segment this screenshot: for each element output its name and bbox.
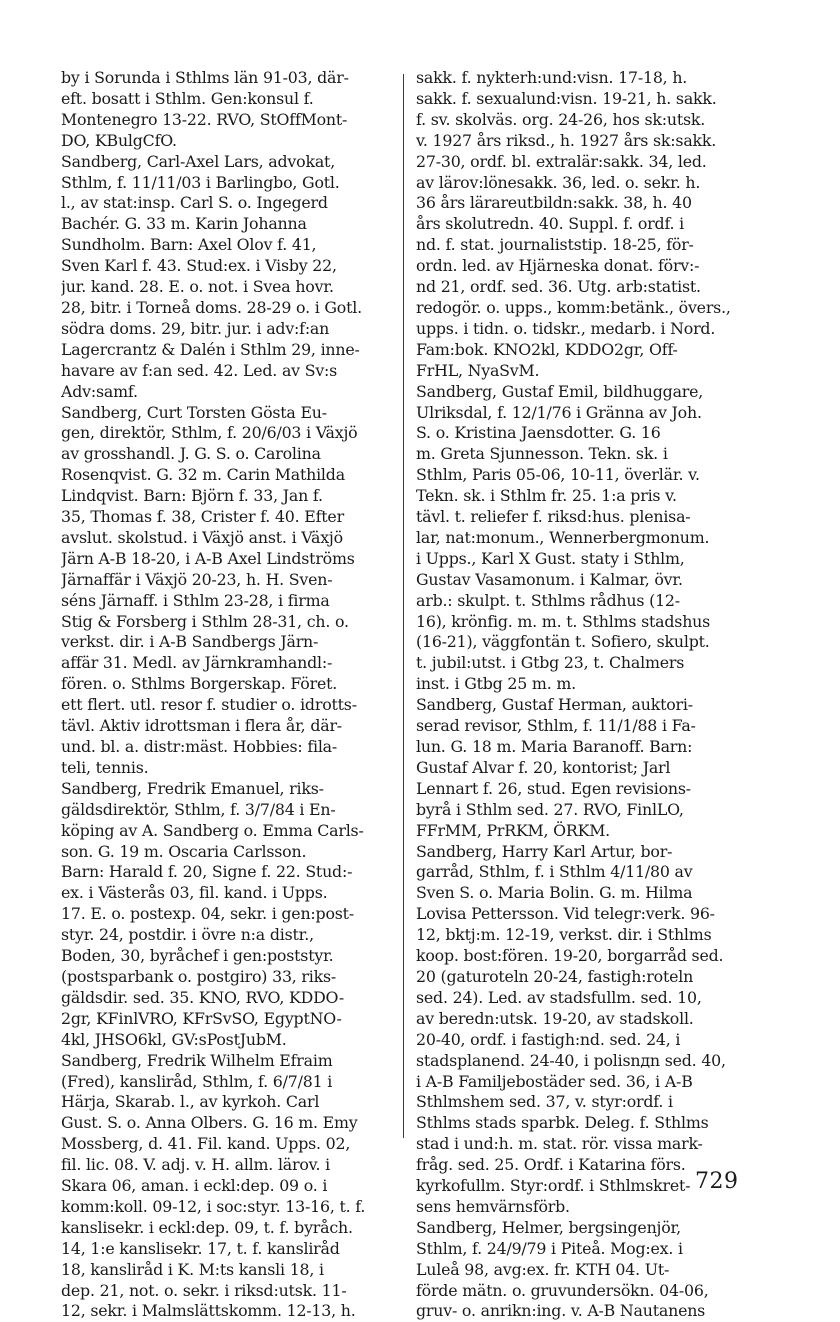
text-line: ex. i Västerås 03, fil. kand. i Upps. — [61, 883, 328, 903]
text-line: gen, direktör, Sthlm, f. 20/6/03 i Växjö — [61, 423, 358, 443]
text-line: Sandberg, Curt Torsten Gösta Eu- — [61, 402, 327, 422]
text-line: avslut. skolstud. i Växjö anst. i Växjö — [61, 527, 343, 547]
text-line: arb.: skulpt. t. Sthlms rådhus (12- — [416, 590, 680, 610]
text-line: Sthlmshem sed. 37, v. styr:ordf. i — [416, 1092, 673, 1112]
text-line: (16-21), väggfontän t. Sofiero, skulpt. — [416, 632, 710, 652]
text-line: Luleå 98, avg:ex. fr. KTH 04. Ut- — [416, 1259, 670, 1279]
text-line: 14, 1:e kanslisekr. 17, t. f. kanslіråd — [61, 1238, 340, 1258]
right-text-column — [416, 68, 742, 1322]
text-line: stadsplanend. 24-40, i polisnдn sed. 40, — [416, 1050, 726, 1070]
text-line: 17. E. o. postexp. 04, sekr. i gen:post- — [61, 904, 354, 924]
text-line: Ulriksdal, f. 12/1/76 i Gränna av Joh. — [416, 402, 702, 422]
text-line: Sthlm, f. 11/11/03 i Barlingbo, Gotl. — [61, 172, 340, 192]
text-line: Sandberg, Fredrik Wilhelm Efraim — [61, 1050, 333, 1070]
text-line: sakk. f. sexualund:visn. 19-21, h. sakk. — [416, 88, 717, 108]
text-line: Sthlm, Paris 05-06, 10-11, överlär. v. — [416, 465, 700, 485]
text-line: 12, bktj:m. 12-19, verkst. dir. i Sthlms — [416, 925, 712, 945]
text-line: son. G. 19 m. Oscaria Carlsson. — [61, 841, 307, 861]
text-line: havare av f:an sed. 42. Led. av Sv:s — [61, 360, 338, 380]
text-line: sens hemvärnsförb. — [416, 1196, 570, 1216]
text-line: Barn: Harald f. 20, Signe f. 22. Stud:- — [61, 862, 353, 882]
text-line: Sundholm. Barn: Axel Olov f. 41, — [61, 235, 317, 255]
text-line: (Fred), kanslіråd, Sthlm, f. 6/7/81 i — [61, 1071, 333, 1091]
text-line: 2gr, KFinlVRO, KFrSvSO, EgyptNO- — [61, 1008, 342, 1028]
text-line: séns Järnaff. i Sthlm 23-28, i firma — [61, 590, 330, 610]
text-line: 36 års lärareutbildn:sakk. 38, h. 40 — [416, 193, 692, 213]
text-line: Lennart f. 26, stud. Egen revisions- — [416, 778, 691, 798]
text-line: nd. f. stat. journaliststip. 18-25, för- — [416, 235, 694, 255]
text-line: verkst. dir. i A-B Sandbergs Järn- — [61, 632, 319, 652]
text-line: Sandberg, Carl-Axel Lars, advokat, — [61, 151, 336, 171]
text-line: 27-30, ordf. bl. extralär:sakk. 34, led. — [416, 151, 707, 171]
text-line: 12, sekr. i Malmslättskomm. 12-13, h. — [61, 1301, 356, 1321]
text-line: tävl. Aktiv idrottsman i flera år, där- — [61, 716, 342, 736]
text-line: 18, kanslіråd i K. M:ts kansli 18, i — [61, 1259, 324, 1279]
text-line: l., av stat:insp. Carl S. o. Ingegerd — [61, 193, 328, 213]
text-line: S. o. Kristina Jaensdotter. G. 16 — [416, 423, 661, 443]
text-line: 28, bitr. i Torneå doms. 28-29 o. i Gotl. — [61, 297, 362, 317]
text-line: ett flert. utl. resor f. studier o. idrotts- — [61, 695, 357, 715]
text-line: Sandberg, Gustaf Emil, bildhuggare, — [416, 381, 704, 401]
text-line: teli, tennis. — [61, 757, 149, 777]
text-line: v. 1927 års riksd., h. 1927 års sk:sakk. — [416, 130, 717, 150]
text-line: koop. bost:fören. 19-20, borgarråd sed. — [416, 946, 724, 966]
text-line: Gust. S. o. Anna Olbers. G. 16 m. Emy — [61, 1113, 358, 1133]
text-line: dep. 21, not. o. sekr. i riksd:utsk. 11- — [61, 1280, 347, 1300]
text-line: inst. i Gtbg 25 m. m. — [416, 674, 576, 694]
text-line: FFrMM, PrRKM, ÖRKM. — [416, 820, 611, 840]
text-line: kanslisekr. i eckl:dep. 09, t. f. byråch. — [61, 1217, 353, 1237]
text-line: jur. kand. 28. E. o. not. i Svea hovr. — [61, 277, 334, 297]
text-line: affär 31. Medl. av Järnkramhandl:- — [61, 653, 333, 673]
text-line: 4kl, JHSO6kl, GV:sPostJubM. — [61, 1029, 287, 1049]
text-line: av beredn:utsk. 19-20, av stadskoll. — [416, 1008, 694, 1028]
text-line: Sven Karl f. 43. Stud:ex. i Visby 22, — [61, 256, 337, 276]
text-line: års skolutredn. 40. Suppl. f. ordf. i — [416, 214, 685, 234]
text-line: redogör. o. upps., komm:betänk., övers., — [416, 297, 731, 317]
text-line: DO, KBulgCfO. — [61, 130, 177, 150]
text-line: gäldsdirektör, Sthlm, f. 3/7/84 i En- — [61, 799, 336, 819]
text-line: Lovisa Pettersson. Vid telegr:verk. 96- — [416, 904, 715, 924]
text-line: fråg. sed. 25. Ordf. i Katarina förs. — [416, 1155, 686, 1175]
text-line: Sven S. o. Maria Bolin. G. m. Hilma — [416, 883, 693, 903]
text-line: Lindqvist. Barn: Björn f. 33, Jan f. — [61, 486, 323, 506]
text-line: und. bl. a. distr:mäst. Hobbies: fila- — [61, 737, 338, 756]
text-line: Sthlm, f. 24/9/79 i Piteå. Mog:ex. i — [416, 1238, 683, 1258]
text-line: (postsparbank o. postgiro) 33, riks- — [61, 966, 337, 986]
text-line: kyrkofullm. Styr:ordf. i Sthlmskret- — [416, 1176, 691, 1196]
text-line: Bachér. G. 33 m. Karin Johanna — [61, 214, 307, 234]
text-line: FrHL, NyaSvM. — [416, 360, 540, 380]
text-line: f. sv. skolväs. org. 24-26, hos sk:utsk. — [416, 109, 706, 129]
text-line: Mossberg, d. 41. Fil. kand. Upps. 02, — [61, 1134, 351, 1154]
text-line: fören. o. Sthlms Borgerskap. Föret. — [61, 674, 338, 694]
text-line: serad revisor, Sthlm, f. 11/1/88 i Fa- — [416, 716, 696, 736]
text-line: Boden, 30, byråchef i gen:poststyr. — [61, 946, 334, 966]
text-line: lun. G. 18 m. Maria Baranoff. Barn: — [416, 737, 693, 756]
text-line: Härja, Skarab. l., av kyrkoh. Carl — [61, 1092, 320, 1112]
text-line: t. jubil:utst. i Gtbg 23, t. Chalmers — [416, 653, 685, 673]
text-line: gruv- o. anrikn:ing. v. A-B Nautanens — [416, 1301, 706, 1321]
text-line: 20-40, ordf. i fastigh:nd. sed. 24, i — [416, 1029, 681, 1049]
page-number: 729 — [695, 1169, 739, 1194]
text-line: komm:koll. 09-12, i soc:styr. 13-16, t. f. — [61, 1196, 366, 1216]
text-line: Sandberg, Helmer, bergsingenjör, — [416, 1217, 681, 1237]
left-text-column — [61, 68, 387, 1322]
text-line: sakk. f. nykterh:und:visn. 17-18, h. — [416, 68, 688, 87]
text-line: förde mätn. o. gruvundersökn. 04-06, — [416, 1280, 709, 1300]
text-line: Lagercrantz & Dalén i Sthlm 29, inne- — [61, 339, 360, 359]
text-line: av lärov:lönesakk. 36, led. o. sekr. h. — [416, 172, 701, 192]
text-line: m. Greta Sjunnesson. Tekn. sk. i — [416, 444, 668, 464]
text-line: eft. bosatt i Sthlm. Gen:konsul f. — [61, 88, 314, 108]
text-line: Stig & Forsberg i Sthlm 28-31, ch. o. — [61, 611, 349, 631]
text-line: av grosshandl. J. G. S. o. Carolina — [61, 444, 321, 464]
text-line: nd 21, ordf. sed. 36. Utg. arb:statist. — [416, 277, 701, 297]
text-line: garråd, Sthlm, f. i Sthlm 4/11/80 av — [416, 862, 693, 882]
text-line: sed. 24). Led. av stadsfullm. sed. 10, — [416, 987, 702, 1007]
text-line: stad i und:h. m. stat. rör. vissa mark- — [416, 1134, 703, 1154]
text-line: Sandberg, Gustaf Herman, auktori- — [416, 695, 693, 715]
text-line: fil. lic. 08. V. adj. v. H. allm. lärov. i — [61, 1155, 331, 1175]
text-line: gäldsdir. sed. 35. KNO, RVO, KDDO- — [61, 987, 344, 1007]
text-line: styr. 24, postdir. i övre n:a distr., — [61, 925, 314, 945]
text-line: Skara 06, aman. i eckl:dep. 09 o. i — [61, 1176, 328, 1196]
text-line: 35, Thomas f. 38, Crister f. 40. Efter — [61, 507, 344, 527]
text-line: Sandberg, Harry Karl Artur, bor- — [416, 841, 673, 861]
text-line: Gustaf Alvar f. 20, kontorist; Jarl — [416, 757, 671, 777]
text-line: Adv:samf. — [61, 381, 138, 401]
text-line: lar, nat:monum., Wennerbergmonum. — [416, 527, 710, 547]
text-line: 20 (gaturoteln 20-24, fastigh:roteln — [416, 966, 694, 986]
text-line: byrå i Sthlm sed. 27. RVO, FinlLO, — [416, 799, 684, 819]
text-line: Tekn. sk. i Sthlm fr. 25. 1:a pris v. — [416, 486, 677, 506]
text-line: i A-B Familjebostäder sed. 36, i A-B — [416, 1071, 693, 1091]
text-line: Järn A-B 18-20, i A-B Axel Lindströms — [61, 548, 355, 568]
text-line: Sthlms stads sparbk. Deleg. f. Sthlms — [416, 1113, 709, 1133]
text-line: Montenegro 13-22. RVO, StOffMont- — [61, 109, 348, 129]
text-line: tävl. t. reliefer f. riksd:hus. plenisa- — [416, 507, 691, 527]
text-line: Gustav Vasamonum. i Kalmar, övr. — [416, 569, 683, 589]
text-line: södra doms. 29, bitr. jur. i adv:f:an — [61, 318, 330, 338]
text-line: by i Sorunda i Sthlms län 91-03, där- — [61, 68, 349, 87]
text-line: Rosenqvist. G. 32 m. Carin Mathilda — [61, 465, 345, 485]
column-divider — [403, 74, 404, 1138]
text-line: Fam:bok. KNO2kl, KDDO2gr, Off- — [416, 339, 678, 359]
text-line: köping av A. Sandberg o. Emma Carls- — [61, 820, 364, 840]
text-line: Sandberg, Fredrik Emanuel, riks- — [61, 778, 324, 798]
text-line: 16), krönfig. m. m. t. Sthlms stadshus — [416, 611, 711, 631]
text-line: ordn. led. av Hjärneska donat. förv:- — [416, 256, 700, 276]
text-line: Järnaffär i Växjö 20-23, h. H. Sven- — [61, 569, 333, 589]
text-line: upps. i tidn. o. tidskr., medarb. i Nord. — [416, 318, 716, 338]
text-line: i Upps., Karl X Gust. staty i Sthlm, — [416, 548, 685, 568]
